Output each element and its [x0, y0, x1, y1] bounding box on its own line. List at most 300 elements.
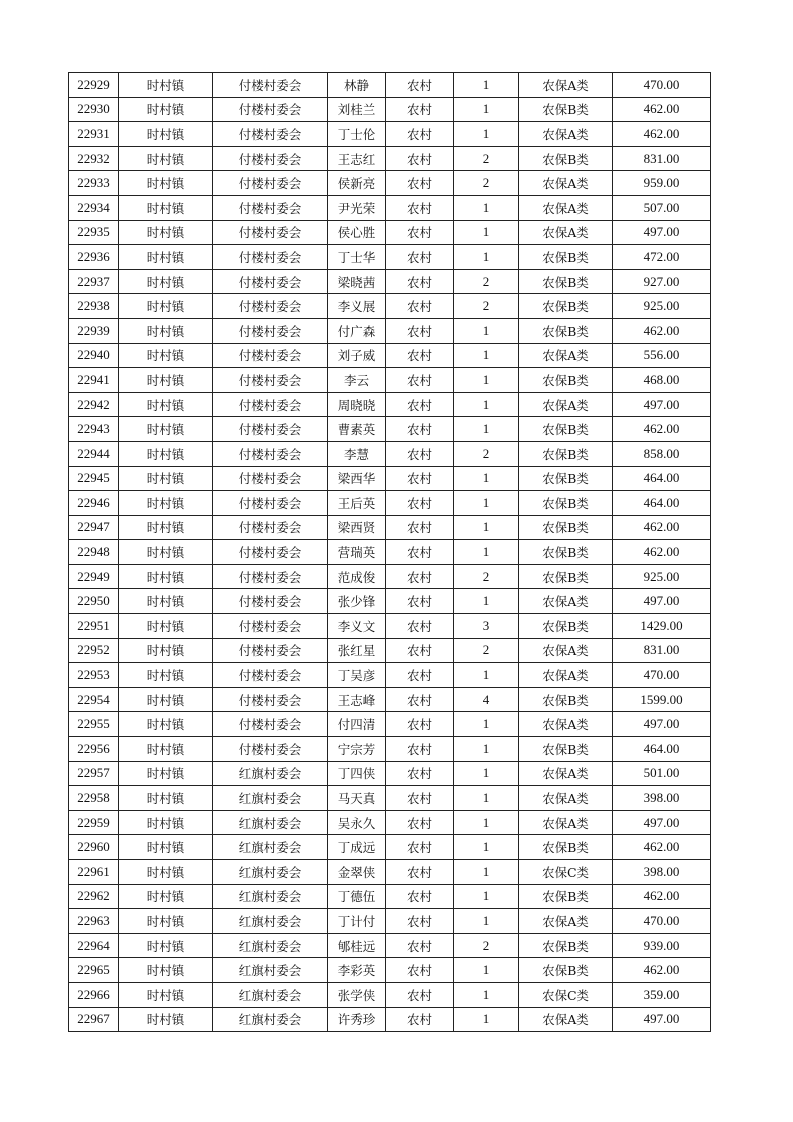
insurance-category-cell: 农保A类 [519, 122, 613, 147]
record-id-cell: 22932 [69, 146, 119, 171]
town-cell: 时村镇 [119, 73, 213, 98]
member-count-cell: 1 [454, 589, 519, 614]
person-name-cell: 郇桂远 [328, 933, 386, 958]
town-cell: 时村镇 [119, 884, 213, 909]
table-row [69, 737, 711, 762]
amount-cell: 831.00 [613, 638, 711, 663]
insurance-category-cell: 农保A类 [519, 171, 613, 196]
village-committee-cell: 红旗村委会 [213, 786, 328, 811]
person-name-cell: 林静 [328, 73, 386, 98]
village-committee-cell: 红旗村委会 [213, 982, 328, 1007]
town-cell: 时村镇 [119, 564, 213, 589]
record-id-cell: 22959 [69, 810, 119, 835]
table-row [69, 589, 711, 614]
household-type-cell: 农村 [386, 466, 454, 491]
town-cell: 时村镇 [119, 171, 213, 196]
table-row [69, 171, 711, 196]
insurance-category-cell: 农保B类 [519, 737, 613, 762]
insurance-category-cell: 农保B类 [519, 294, 613, 319]
village-committee-cell: 红旗村委会 [213, 909, 328, 934]
household-type-cell: 农村 [386, 417, 454, 442]
amount-cell: 462.00 [613, 884, 711, 909]
town-cell: 时村镇 [119, 810, 213, 835]
person-name-cell: 丁士伦 [328, 122, 386, 147]
amount-cell: 462.00 [613, 97, 711, 122]
member-count-cell: 2 [454, 269, 519, 294]
insurance-category-cell: 农保B类 [519, 368, 613, 393]
amount-cell: 464.00 [613, 466, 711, 491]
town-cell: 时村镇 [119, 491, 213, 516]
person-name-cell: 丁吴彦 [328, 663, 386, 688]
table-row [69, 97, 711, 122]
village-committee-cell: 付楼村委会 [213, 97, 328, 122]
insurance-category-cell: 农保A类 [519, 73, 613, 98]
town-cell: 时村镇 [119, 712, 213, 737]
amount-cell: 398.00 [613, 786, 711, 811]
record-id-cell: 22938 [69, 294, 119, 319]
insurance-category-cell: 农保A类 [519, 663, 613, 688]
insurance-category-cell: 农保B类 [519, 269, 613, 294]
village-committee-cell: 付楼村委会 [213, 220, 328, 245]
household-type-cell: 农村 [386, 294, 454, 319]
town-cell: 时村镇 [119, 614, 213, 639]
household-type-cell: 农村 [386, 269, 454, 294]
member-count-cell: 1 [454, 860, 519, 885]
insurance-category-cell: 农保B类 [519, 146, 613, 171]
village-committee-cell: 付楼村委会 [213, 515, 328, 540]
village-committee-cell: 红旗村委会 [213, 860, 328, 885]
town-cell: 时村镇 [119, 909, 213, 934]
record-id-cell: 22956 [69, 737, 119, 762]
town-cell: 时村镇 [119, 860, 213, 885]
person-name-cell: 丁计付 [328, 909, 386, 934]
record-id-cell: 22944 [69, 441, 119, 466]
village-committee-cell: 红旗村委会 [213, 933, 328, 958]
household-type-cell: 农村 [386, 614, 454, 639]
record-id-cell: 22936 [69, 245, 119, 270]
table-row [69, 663, 711, 688]
table-row [69, 884, 711, 909]
amount-cell: 939.00 [613, 933, 711, 958]
member-count-cell: 2 [454, 441, 519, 466]
amount-cell: 497.00 [613, 220, 711, 245]
member-count-cell: 1 [454, 318, 519, 343]
person-name-cell: 周晓晓 [328, 392, 386, 417]
person-name-cell: 梁西华 [328, 466, 386, 491]
insurance-category-cell: 农保A类 [519, 761, 613, 786]
member-count-cell: 1 [454, 245, 519, 270]
insurance-category-cell: 农保B类 [519, 933, 613, 958]
village-committee-cell: 付楼村委会 [213, 269, 328, 294]
household-type-cell: 农村 [386, 860, 454, 885]
amount-cell: 497.00 [613, 589, 711, 614]
amount-cell: 925.00 [613, 564, 711, 589]
household-type-cell: 农村 [386, 171, 454, 196]
town-cell: 时村镇 [119, 122, 213, 147]
household-type-cell: 农村 [386, 589, 454, 614]
table-row [69, 294, 711, 319]
town-cell: 时村镇 [119, 97, 213, 122]
person-name-cell: 丁成远 [328, 835, 386, 860]
town-cell: 时村镇 [119, 663, 213, 688]
insurance-category-cell: 农保A类 [519, 195, 613, 220]
village-committee-cell: 付楼村委会 [213, 122, 328, 147]
household-type-cell: 农村 [386, 786, 454, 811]
member-count-cell: 2 [454, 933, 519, 958]
village-committee-cell: 红旗村委会 [213, 810, 328, 835]
person-name-cell: 李慧 [328, 441, 386, 466]
member-count-cell: 1 [454, 810, 519, 835]
person-name-cell: 付广森 [328, 318, 386, 343]
record-id-cell: 22929 [69, 73, 119, 98]
household-type-cell: 农村 [386, 835, 454, 860]
amount-cell: 359.00 [613, 982, 711, 1007]
amount-cell: 497.00 [613, 712, 711, 737]
insurance-category-cell: 农保A类 [519, 343, 613, 368]
amount-cell: 959.00 [613, 171, 711, 196]
table-row [69, 687, 711, 712]
table-row [69, 245, 711, 270]
table-row [69, 343, 711, 368]
household-type-cell: 农村 [386, 318, 454, 343]
village-committee-cell: 付楼村委会 [213, 146, 328, 171]
record-id-cell: 22949 [69, 564, 119, 589]
village-committee-cell: 付楼村委会 [213, 392, 328, 417]
person-name-cell: 丁德伍 [328, 884, 386, 909]
member-count-cell: 1 [454, 958, 519, 983]
table-row [69, 73, 711, 98]
town-cell: 时村镇 [119, 515, 213, 540]
household-type-cell: 农村 [386, 663, 454, 688]
record-id-cell: 22940 [69, 343, 119, 368]
village-committee-cell: 付楼村委会 [213, 589, 328, 614]
household-type-cell: 农村 [386, 1007, 454, 1032]
table-row [69, 220, 711, 245]
insurance-category-cell: 农保B类 [519, 614, 613, 639]
household-type-cell: 农村 [386, 195, 454, 220]
member-count-cell: 1 [454, 1007, 519, 1032]
town-cell: 时村镇 [119, 245, 213, 270]
town-cell: 时村镇 [119, 737, 213, 762]
member-count-cell: 1 [454, 343, 519, 368]
town-cell: 时村镇 [119, 220, 213, 245]
record-id-cell: 22943 [69, 417, 119, 442]
insurance-category-cell: 农保B类 [519, 540, 613, 565]
amount-cell: 507.00 [613, 195, 711, 220]
insurance-category-cell: 农保A类 [519, 589, 613, 614]
member-count-cell: 1 [454, 737, 519, 762]
insurance-category-cell: 农保B类 [519, 884, 613, 909]
table-row [69, 122, 711, 147]
town-cell: 时村镇 [119, 146, 213, 171]
table-row [69, 1007, 711, 1032]
household-type-cell: 农村 [386, 687, 454, 712]
member-count-cell: 1 [454, 712, 519, 737]
household-type-cell: 农村 [386, 392, 454, 417]
village-committee-cell: 付楼村委会 [213, 368, 328, 393]
person-name-cell: 李义文 [328, 614, 386, 639]
record-id-cell: 22930 [69, 97, 119, 122]
member-count-cell: 4 [454, 687, 519, 712]
town-cell: 时村镇 [119, 294, 213, 319]
person-name-cell: 李彩英 [328, 958, 386, 983]
amount-cell: 501.00 [613, 761, 711, 786]
table-row [69, 269, 711, 294]
amount-cell: 497.00 [613, 1007, 711, 1032]
household-type-cell: 农村 [386, 515, 454, 540]
insurance-category-cell: 农保B类 [519, 245, 613, 270]
household-type-cell: 农村 [386, 97, 454, 122]
person-name-cell: 金翠侠 [328, 860, 386, 885]
village-committee-cell: 付楼村委会 [213, 564, 328, 589]
table-row [69, 909, 711, 934]
record-id-cell: 22965 [69, 958, 119, 983]
person-name-cell: 刘子威 [328, 343, 386, 368]
village-committee-cell: 红旗村委会 [213, 835, 328, 860]
record-id-cell: 22945 [69, 466, 119, 491]
town-cell: 时村镇 [119, 1007, 213, 1032]
person-name-cell: 梁西贤 [328, 515, 386, 540]
person-name-cell: 马天真 [328, 786, 386, 811]
amount-cell: 462.00 [613, 122, 711, 147]
insurance-category-cell: 农保A类 [519, 810, 613, 835]
record-id-cell: 22961 [69, 860, 119, 885]
amount-cell: 462.00 [613, 318, 711, 343]
household-type-cell: 农村 [386, 540, 454, 565]
household-type-cell: 农村 [386, 958, 454, 983]
person-name-cell: 付四清 [328, 712, 386, 737]
household-type-cell: 农村 [386, 761, 454, 786]
person-name-cell: 张学侠 [328, 982, 386, 1007]
member-count-cell: 1 [454, 417, 519, 442]
table-row [69, 540, 711, 565]
amount-cell: 497.00 [613, 810, 711, 835]
record-id-cell: 22966 [69, 982, 119, 1007]
amount-cell: 831.00 [613, 146, 711, 171]
member-count-cell: 1 [454, 122, 519, 147]
amount-cell: 470.00 [613, 909, 711, 934]
insurance-category-cell: 农保B类 [519, 318, 613, 343]
household-type-cell: 农村 [386, 368, 454, 393]
amount-cell: 497.00 [613, 392, 711, 417]
record-id-cell: 22957 [69, 761, 119, 786]
table-row [69, 466, 711, 491]
record-id-cell: 22964 [69, 933, 119, 958]
record-id-cell: 22931 [69, 122, 119, 147]
person-name-cell: 吴永久 [328, 810, 386, 835]
amount-cell: 462.00 [613, 540, 711, 565]
town-cell: 时村镇 [119, 392, 213, 417]
record-id-cell: 22941 [69, 368, 119, 393]
person-name-cell: 王志峰 [328, 687, 386, 712]
member-count-cell: 1 [454, 909, 519, 934]
insurance-category-cell: 农保B类 [519, 515, 613, 540]
table-row [69, 933, 711, 958]
member-count-cell: 2 [454, 638, 519, 663]
member-count-cell: 2 [454, 146, 519, 171]
village-committee-cell: 付楼村委会 [213, 417, 328, 442]
member-count-cell: 1 [454, 663, 519, 688]
record-id-cell: 22960 [69, 835, 119, 860]
town-cell: 时村镇 [119, 343, 213, 368]
person-name-cell: 尹光荣 [328, 195, 386, 220]
amount-cell: 462.00 [613, 515, 711, 540]
village-committee-cell: 付楼村委会 [213, 294, 328, 319]
town-cell: 时村镇 [119, 638, 213, 663]
table-row [69, 368, 711, 393]
village-committee-cell: 付楼村委会 [213, 638, 328, 663]
village-committee-cell: 付楼村委会 [213, 343, 328, 368]
record-id-cell: 22947 [69, 515, 119, 540]
household-type-cell: 农村 [386, 441, 454, 466]
record-id-cell: 22953 [69, 663, 119, 688]
record-id-cell: 22934 [69, 195, 119, 220]
record-id-cell: 22942 [69, 392, 119, 417]
member-count-cell: 3 [454, 614, 519, 639]
household-type-cell: 农村 [386, 884, 454, 909]
table-row [69, 491, 711, 516]
person-name-cell: 张红星 [328, 638, 386, 663]
member-count-cell: 2 [454, 564, 519, 589]
insurance-category-cell: 农保B类 [519, 441, 613, 466]
household-type-cell: 农村 [386, 982, 454, 1007]
amount-cell: 1599.00 [613, 687, 711, 712]
record-id-cell: 22937 [69, 269, 119, 294]
household-type-cell: 农村 [386, 933, 454, 958]
insurance-category-cell: 农保B类 [519, 687, 613, 712]
table-row [69, 761, 711, 786]
table-row [69, 786, 711, 811]
record-id-cell: 22950 [69, 589, 119, 614]
insurance-category-cell: 农保A类 [519, 1007, 613, 1032]
member-count-cell: 1 [454, 73, 519, 98]
member-count-cell: 1 [454, 195, 519, 220]
member-count-cell: 1 [454, 982, 519, 1007]
insurance-category-cell: 农保B类 [519, 958, 613, 983]
village-committee-cell: 付楼村委会 [213, 737, 328, 762]
person-name-cell: 营瑞英 [328, 540, 386, 565]
insurance-category-cell: 农保C类 [519, 982, 613, 1007]
town-cell: 时村镇 [119, 786, 213, 811]
amount-cell: 464.00 [613, 491, 711, 516]
record-id-cell: 22946 [69, 491, 119, 516]
town-cell: 时村镇 [119, 417, 213, 442]
member-count-cell: 2 [454, 294, 519, 319]
table-row [69, 146, 711, 171]
insurance-category-cell: 农保B类 [519, 564, 613, 589]
household-type-cell: 农村 [386, 737, 454, 762]
member-count-cell: 1 [454, 491, 519, 516]
table-body [69, 73, 711, 1032]
record-id-cell: 22955 [69, 712, 119, 737]
member-count-cell: 1 [454, 761, 519, 786]
household-type-cell: 农村 [386, 343, 454, 368]
person-name-cell: 王后英 [328, 491, 386, 516]
member-count-cell: 1 [454, 220, 519, 245]
member-count-cell: 2 [454, 171, 519, 196]
amount-cell: 468.00 [613, 368, 711, 393]
amount-cell: 556.00 [613, 343, 711, 368]
village-committee-cell: 付楼村委会 [213, 441, 328, 466]
amount-cell: 462.00 [613, 417, 711, 442]
amount-cell: 1429.00 [613, 614, 711, 639]
insurance-category-cell: 农保B类 [519, 491, 613, 516]
member-count-cell: 1 [454, 466, 519, 491]
person-name-cell: 侯心胜 [328, 220, 386, 245]
household-type-cell: 农村 [386, 73, 454, 98]
town-cell: 时村镇 [119, 466, 213, 491]
table-row [69, 441, 711, 466]
record-id-cell: 22954 [69, 687, 119, 712]
person-name-cell: 刘桂兰 [328, 97, 386, 122]
table-row [69, 417, 711, 442]
table-row [69, 614, 711, 639]
member-count-cell: 1 [454, 835, 519, 860]
town-cell: 时村镇 [119, 835, 213, 860]
person-name-cell: 宁宗芳 [328, 737, 386, 762]
person-name-cell: 丁士华 [328, 245, 386, 270]
village-committee-cell: 付楼村委会 [213, 195, 328, 220]
village-committee-cell: 红旗村委会 [213, 958, 328, 983]
household-type-cell: 农村 [386, 638, 454, 663]
amount-cell: 464.00 [613, 737, 711, 762]
village-committee-cell: 付楼村委会 [213, 245, 328, 270]
household-type-cell: 农村 [386, 220, 454, 245]
insurance-category-cell: 农保A类 [519, 392, 613, 417]
household-type-cell: 农村 [386, 146, 454, 171]
person-name-cell: 李义展 [328, 294, 386, 319]
member-count-cell: 1 [454, 786, 519, 811]
person-name-cell: 张少锋 [328, 589, 386, 614]
table-row [69, 982, 711, 1007]
person-name-cell: 梁晓茜 [328, 269, 386, 294]
insurance-category-cell: 农保B类 [519, 466, 613, 491]
person-name-cell: 范成俊 [328, 564, 386, 589]
insurance-category-cell: 农保C类 [519, 860, 613, 885]
person-name-cell: 曹素英 [328, 417, 386, 442]
town-cell: 时村镇 [119, 761, 213, 786]
village-committee-cell: 红旗村委会 [213, 1007, 328, 1032]
village-committee-cell: 红旗村委会 [213, 884, 328, 909]
record-id-cell: 22933 [69, 171, 119, 196]
household-type-cell: 农村 [386, 810, 454, 835]
table-row [69, 958, 711, 983]
village-committee-cell: 付楼村委会 [213, 540, 328, 565]
town-cell: 时村镇 [119, 195, 213, 220]
insurance-category-cell: 农保B类 [519, 97, 613, 122]
table-row [69, 195, 711, 220]
amount-cell: 927.00 [613, 269, 711, 294]
insurance-category-cell: 农保B类 [519, 417, 613, 442]
insurance-category-cell: 农保A类 [519, 909, 613, 934]
insurance-category-cell: 农保B类 [519, 835, 613, 860]
town-cell: 时村镇 [119, 958, 213, 983]
amount-cell: 470.00 [613, 663, 711, 688]
record-id-cell: 22952 [69, 638, 119, 663]
table-row [69, 712, 711, 737]
village-committee-cell: 付楼村委会 [213, 712, 328, 737]
member-count-cell: 1 [454, 515, 519, 540]
town-cell: 时村镇 [119, 687, 213, 712]
table-row [69, 564, 711, 589]
insurance-category-cell: 农保A类 [519, 220, 613, 245]
person-name-cell: 侯新亮 [328, 171, 386, 196]
person-name-cell: 许秀珍 [328, 1007, 386, 1032]
village-committee-cell: 付楼村委会 [213, 73, 328, 98]
table-row [69, 638, 711, 663]
record-id-cell: 22939 [69, 318, 119, 343]
record-id-cell: 22967 [69, 1007, 119, 1032]
